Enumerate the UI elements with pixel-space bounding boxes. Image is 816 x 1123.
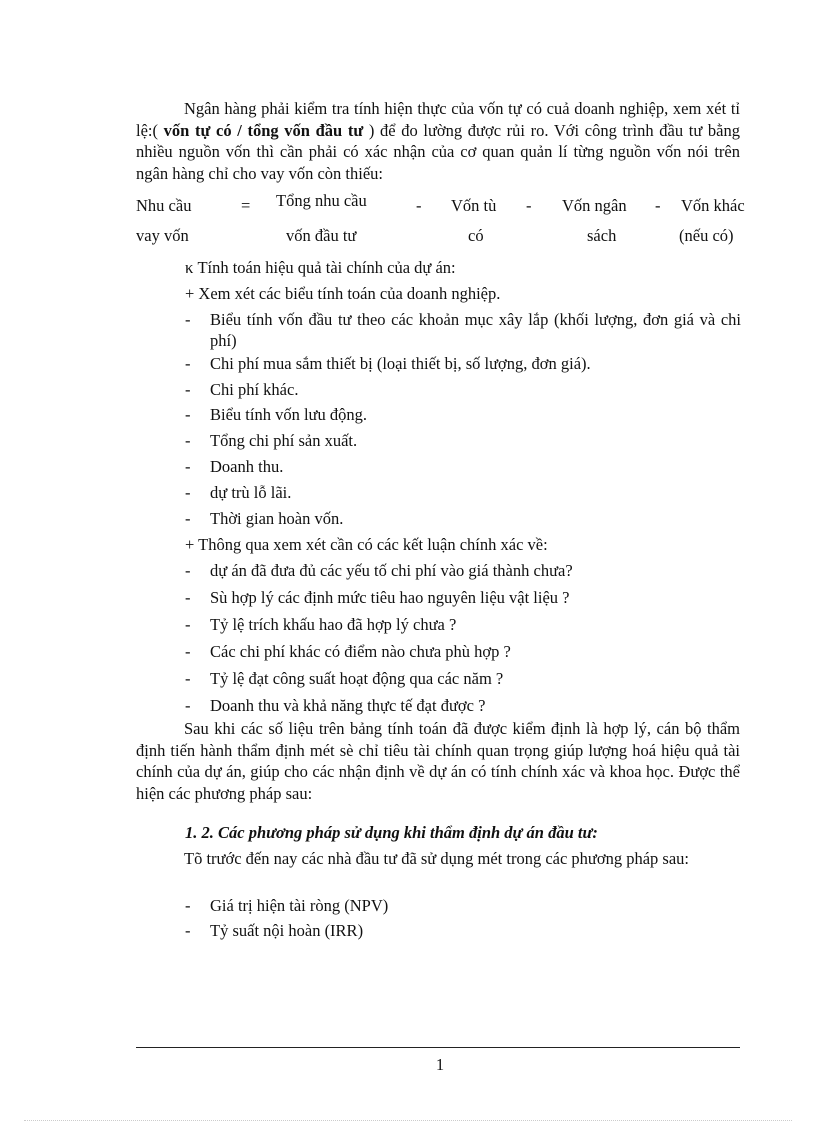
formula-term2-top: Vốn tù <box>451 196 497 215</box>
footer-divider <box>136 1047 740 1048</box>
list-dash: - <box>185 380 191 399</box>
list-item <box>185 668 741 689</box>
list-item-text: Giá trị hiện tài ròng (NPV) <box>210 896 389 915</box>
list-dash: - <box>185 405 191 424</box>
list-dash: - <box>185 354 191 373</box>
list-item-text: Doanh thu và khả năng thực tế đạt được ? <box>210 696 486 715</box>
list-item <box>185 641 741 662</box>
list-item <box>185 353 741 374</box>
list-item-text: Thời gian hoàn vốn. <box>210 509 344 528</box>
formula-term4-top: Vốn khác <box>681 196 745 215</box>
list-item-text: Tổng chi phí sản xuất. <box>210 431 358 450</box>
formula-lhs-bottom: vay vốn <box>136 226 189 245</box>
list-dash: - <box>185 483 191 502</box>
list-item <box>185 379 741 400</box>
methods-paragraph: Tõ trước đến nay các nhà đầu tư đã sử dụng mét trong các phương pháp sau: <box>184 849 689 868</box>
intro-ratio-bold: vốn tự có / tổng vốn đầu tư <box>163 120 364 140</box>
list-dash: - <box>185 669 191 688</box>
formula-term2-bottom: có <box>468 226 484 245</box>
page-bottom-border <box>24 1120 792 1121</box>
list-item-text: Biểu tính vốn đầu tư theo các khoản mục xây lắp (khối lượng, đơn giá và chi phí) <box>210 310 741 350</box>
formula-minus-3: - <box>655 196 661 215</box>
page-number: 1 <box>435 1055 445 1074</box>
section-a-sub: + Xem xét các biểu tính toán của doanh nghiệp. <box>185 284 501 303</box>
list-item-text: Chi phí mua sắm thiết bị (loại thiết bị, số lượng, đơn giá). <box>210 354 591 373</box>
list-item <box>185 587 741 608</box>
list-item <box>185 920 741 941</box>
list-dash: - <box>185 431 191 450</box>
list-item-text: Tỷ lệ trích khấu hao đã hợp lý chưa ? <box>210 615 457 634</box>
intro-text-start: Ngân hàng phải kiểm tra tính hiện thực của vốn tự có cuả doanh nghiệp, xem xét tỉ lệ:( <box>136 99 740 140</box>
list-item <box>185 614 741 635</box>
formula-term1-top: Tổng nhu cầu <box>276 191 367 210</box>
list-item-text: dự án đã đưa đủ các yếu tố chi phí vào giá thành chưa? <box>210 561 573 580</box>
list-item <box>185 508 741 529</box>
list-dash: - <box>185 642 191 661</box>
list-item <box>185 482 741 503</box>
list-item <box>185 560 741 581</box>
list-dash: - <box>185 310 191 329</box>
formula-minus-2: - <box>526 196 532 215</box>
intro-paragraph <box>136 98 740 184</box>
formula-term3-bottom: sách <box>587 226 617 245</box>
formula-term3-top: Vốn ngân <box>562 196 627 215</box>
list-item <box>185 430 741 451</box>
section-a-title: κ Tính toán hiệu quả tài chính của dự án: <box>185 258 456 277</box>
list-item-text: Các chi phí khác có điểm nào chưa phù hợp ? <box>210 642 511 661</box>
list-item-text: Chi phí khác. <box>210 380 299 399</box>
list-dash: - <box>185 561 191 580</box>
list-dash: - <box>185 921 191 940</box>
list-dash: - <box>185 457 191 476</box>
list-item-text: Biểu tính vốn lưu động. <box>210 405 367 424</box>
formula-minus-1: - <box>416 196 422 215</box>
list-item <box>185 404 741 425</box>
intro-text-end: ) để đo lường được rủi ro. Với công trình đầu tư bằng nhiều nguồn vốn thì cần phải có xác nhận của cơ quan quản lí từng nguồn vốn nói trên ngân hàng chỉ cho vay vốn còn thiếu: <box>136 120 740 183</box>
list-dash: - <box>185 615 191 634</box>
list-item-text: dự trù lỗ lãi. <box>210 483 292 502</box>
formula-equals: = <box>241 196 251 215</box>
list-item <box>185 309 741 351</box>
formula-bottom-row <box>136 226 756 248</box>
list-dash: - <box>185 896 191 915</box>
list-item-text: Tỷ lệ đạt công suất hoạt động qua các năm ? <box>210 669 504 688</box>
list-item <box>185 895 741 916</box>
section-b-sub: + Thông qua xem xét cần có các kết luận chính xác về: <box>185 535 548 554</box>
list-item-text: Sù hợp lý các định mức tiêu hao nguyên liệu vật liệu ? <box>210 588 570 607</box>
list-item-text: Doanh thu. <box>210 457 284 476</box>
assessment-paragraph: Sau khi các số liệu trên bảng tính toán đã được kiểm định là hợp lý, cán bộ thẩm định tiến hành thẩm định mét sè chỉ tiêu tài chính quan trọng giúp lượng hoá hiệu quả tài chính của dự án, giúp cho các nhận định về dự án có tính chính xác và khoa học. Được thể hiện các phương pháp sau: <box>136 719 740 803</box>
list-item <box>185 695 741 716</box>
formula-lhs-top: Nhu cầu <box>136 196 192 215</box>
formula-term4-bottom: (nếu có) <box>679 226 734 245</box>
section-heading: 1. 2. Các phương pháp sử dụng khi thẩm định dự án đầu tư: <box>185 823 598 842</box>
list-item <box>185 456 741 477</box>
formula-top-row <box>136 191 756 218</box>
list-item-text: Tỷ suất nội hoàn (IRR) <box>210 921 364 940</box>
formula-term1-bottom: vốn đầu tư <box>286 226 357 245</box>
list-dash: - <box>185 509 191 528</box>
list-dash: - <box>185 696 191 715</box>
list-dash: - <box>185 588 191 607</box>
